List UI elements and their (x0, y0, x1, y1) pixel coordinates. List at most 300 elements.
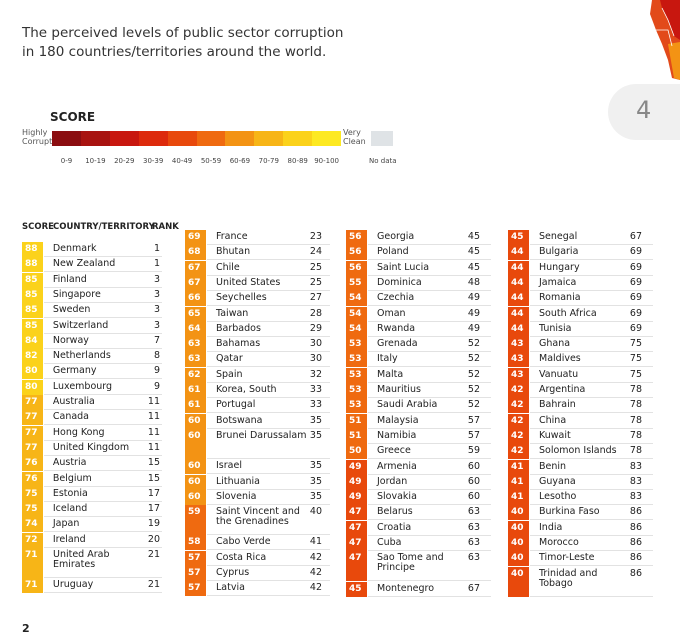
country-name: Switzerland (52, 319, 109, 331)
table-row (346, 398, 491, 413)
country-name: Estonia (52, 487, 88, 499)
country-name: South Africa (539, 307, 597, 319)
score-cell: 61 (185, 398, 206, 413)
rank-cell: 35 (309, 429, 322, 441)
rank-cell: 11 (147, 441, 160, 453)
score-cell: 66 (185, 291, 206, 306)
rank-cell: 69 (629, 246, 642, 258)
rank-cell: 67 (467, 582, 480, 594)
table-row (22, 517, 162, 532)
rank-cell: 75 (629, 368, 642, 380)
table-row (22, 288, 162, 303)
score-cell: 47 (346, 505, 367, 520)
rank-cell: 63 (467, 521, 480, 533)
table-row (346, 505, 491, 520)
row-divider (530, 596, 653, 597)
score-cell: 40 (508, 521, 529, 536)
country-name: Japan (52, 518, 80, 530)
rank-cell: 42 (309, 567, 322, 578)
country-name: Denmark (52, 243, 97, 254)
table-row (185, 230, 330, 245)
score-cell: 42 (508, 444, 529, 459)
country-name: Singapore (52, 288, 101, 300)
header-country: COUNTRY/TERRITORY (53, 222, 155, 232)
table-row (185, 261, 330, 276)
table-row (346, 490, 491, 505)
row-divider (44, 592, 162, 593)
country-name: Benin (539, 460, 567, 472)
rank-cell: 67 (629, 231, 642, 242)
legend-color-scale (52, 131, 341, 146)
rank-cell: 33 (309, 384, 322, 395)
country-name: Spain (216, 368, 243, 380)
score-cell: 71 (22, 578, 43, 593)
table-row (346, 414, 491, 429)
score-cell: 44 (508, 322, 529, 337)
table-row (346, 368, 491, 383)
rank-cell: 60 (467, 475, 480, 487)
legend-tick-labels (52, 157, 341, 165)
table-row (508, 383, 653, 398)
score-cell: 43 (508, 368, 529, 383)
score-cell: 60 (185, 429, 206, 459)
score-cell: 40 (508, 551, 529, 566)
rank-cell: 24 (309, 246, 322, 258)
country-name: India (539, 521, 563, 533)
rank-cell: 69 (629, 322, 642, 334)
table-row (508, 460, 653, 475)
score-cell: 54 (346, 307, 367, 322)
country-name: Cuba (377, 537, 402, 548)
table-row (508, 505, 653, 520)
score-cell: 53 (346, 383, 367, 398)
score-cell: 43 (508, 352, 529, 367)
rank-cell: 1 (153, 258, 160, 270)
country-name: Iceland (52, 503, 88, 515)
score-cell: 53 (346, 368, 367, 383)
table-row (22, 456, 162, 471)
table-row (508, 368, 653, 383)
table-row (185, 307, 330, 322)
rank-cell: 45 (467, 231, 480, 242)
legend-band (283, 131, 312, 146)
table-row (22, 319, 162, 334)
no-data-label: No data (369, 157, 397, 165)
table-row (508, 276, 653, 291)
rank-cell: 45 (467, 261, 480, 273)
rank-cell: 63 (467, 506, 480, 518)
rank-cell: 35 (309, 460, 322, 472)
header-score: SCORE (22, 222, 54, 232)
rank-cell: 69 (629, 261, 642, 273)
country-name: Georgia (377, 231, 415, 242)
country-name: Burkina Faso (539, 506, 600, 518)
rank-cell: 57 (467, 414, 480, 426)
table-row (185, 276, 330, 291)
country-name: Malaysia (377, 414, 419, 426)
rank-cell: 9 (153, 380, 160, 392)
rank-cell: 86 (629, 521, 642, 533)
score-cell: 42 (508, 429, 529, 444)
table-row (185, 551, 330, 566)
table-row (22, 533, 162, 548)
intro-text: The perceived levels of public sector corruption in 180 countries/territories around the world. (22, 25, 344, 60)
legend-band (312, 131, 341, 146)
country-name: Slovenia (216, 490, 257, 502)
score-cell: 53 (346, 337, 367, 352)
country-name: Seychelles (216, 292, 267, 304)
score-cell: 77 (22, 426, 43, 441)
country-name: Botswana (216, 414, 263, 426)
score-cell: 43 (508, 337, 529, 352)
rank-cell: 52 (467, 384, 480, 395)
legend-tick-label: 0-9 (60, 157, 73, 165)
score-cell: 62 (185, 368, 206, 383)
rank-cell: 21 (147, 549, 160, 560)
country-name: Namibia (377, 429, 417, 441)
page-number: 2 (22, 622, 30, 635)
rank-cell: 52 (467, 368, 480, 380)
table-row (508, 551, 653, 566)
table-row (346, 444, 491, 459)
score-cell: 53 (346, 398, 367, 413)
score-cell: 56 (346, 261, 367, 276)
country-name: Lithuania (216, 475, 261, 487)
score-cell: 42 (508, 398, 529, 413)
score-cell: 41 (508, 460, 529, 475)
table-row (346, 307, 491, 322)
legend-band (81, 131, 110, 146)
rank-cell: 60 (467, 460, 480, 472)
score-cell: 44 (508, 261, 529, 276)
table-row (508, 414, 653, 429)
table-row (185, 535, 330, 550)
score-cell: 42 (508, 414, 529, 429)
country-name: Dominica (377, 276, 422, 288)
rank-cell: 45 (467, 246, 480, 258)
country-name: Armenia (377, 460, 417, 472)
country-name: Saudi Arabia (377, 399, 438, 411)
country-name: Belgium (52, 472, 92, 484)
legend-band (52, 131, 81, 146)
score-cell: 82 (22, 349, 43, 364)
table-row (22, 349, 162, 364)
rank-cell: 11 (147, 426, 160, 438)
rank-cell: 52 (467, 338, 480, 350)
score-cell: 67 (185, 261, 206, 276)
table-row (508, 245, 653, 260)
table-row (22, 257, 162, 272)
rank-cell: 3 (153, 319, 160, 331)
rank-cell: 23 (309, 231, 322, 242)
rank-cell: 78 (629, 384, 642, 395)
country-name: Sweden (52, 304, 91, 316)
table-row (508, 567, 653, 597)
score-cell: 68 (185, 245, 206, 260)
score-cell: 40 (508, 536, 529, 551)
country-name: Czechia (377, 292, 415, 304)
country-name: Romania (539, 292, 581, 304)
country-name: United States (216, 276, 281, 288)
country-name: Chile (216, 261, 240, 273)
country-name: Korea, South (216, 384, 277, 395)
rank-cell: 28 (309, 307, 322, 319)
rank-cell: 78 (629, 414, 642, 426)
table-row (508, 521, 653, 536)
no-data-swatch (371, 131, 393, 146)
score-cell: 77 (22, 395, 43, 410)
rank-cell: 78 (629, 399, 642, 411)
score-cell: 56 (346, 230, 367, 245)
country-name: Timor-Leste (539, 552, 595, 564)
country-name: Ireland (52, 533, 86, 545)
country-name: Canada (52, 411, 90, 423)
country-name: Finland (52, 273, 87, 285)
table-row (22, 548, 162, 578)
rank-cell: 27 (309, 292, 322, 304)
rank-cell: 75 (629, 338, 642, 350)
rank-cell: 69 (629, 276, 642, 288)
table-row (22, 487, 162, 502)
table-row (185, 566, 330, 581)
map-fragment (622, 0, 680, 80)
score-cell: 57 (185, 566, 206, 581)
table-row (185, 398, 330, 413)
rank-cell: 63 (467, 552, 480, 564)
legend-band (168, 131, 197, 146)
legend-tick-label: 20-29 (114, 157, 135, 165)
rank-cell: 15 (147, 472, 160, 484)
country-name: Saint Vincent and the Grenadines (216, 506, 300, 528)
score-cell: 67 (185, 276, 206, 291)
country-name: Bahrain (539, 399, 576, 411)
country-name: Cyprus (216, 567, 250, 578)
rank-cell: 3 (153, 288, 160, 300)
table-row (185, 490, 330, 505)
country-name: Barbados (216, 322, 261, 334)
rank-cell: 9 (153, 365, 160, 377)
table-row (346, 337, 491, 352)
score-cell: 61 (185, 383, 206, 398)
rank-cell: 3 (153, 273, 160, 285)
score-cell: 55 (346, 276, 367, 291)
legend-tick-label: 90-100 (314, 157, 339, 165)
score-cell: 75 (22, 502, 43, 517)
table-row (185, 383, 330, 398)
legend-band (225, 131, 254, 146)
table-row (508, 475, 653, 490)
country-name: Morocco (539, 537, 579, 548)
score-cell: 76 (22, 472, 43, 487)
table-row (508, 398, 653, 413)
table-row (185, 368, 330, 383)
table-row (22, 472, 162, 487)
table-row (22, 441, 162, 456)
rank-cell: 11 (147, 411, 160, 423)
rank-cell: 20 (147, 533, 160, 545)
table-row (185, 322, 330, 337)
rank-cell: 52 (467, 353, 480, 365)
page-badge-number: 4 (636, 96, 652, 124)
table-row (22, 334, 162, 349)
country-name: Saint Lucia (377, 261, 430, 273)
score-cell: 71 (22, 548, 43, 578)
table-row (508, 307, 653, 322)
country-name: Uruguay (52, 579, 94, 591)
table-row (346, 245, 491, 260)
score-cell: 44 (508, 245, 529, 260)
score-cell: 60 (185, 475, 206, 490)
table-row (185, 352, 330, 367)
rank-cell: 42 (309, 582, 322, 594)
legend-band (254, 131, 283, 146)
table-row (346, 261, 491, 276)
table-row (185, 505, 330, 535)
rank-cell: 49 (467, 292, 480, 304)
country-name: Mauritius (377, 384, 421, 395)
score-cell: 58 (185, 535, 206, 550)
score-cell: 72 (22, 533, 43, 548)
score-cell: 54 (346, 322, 367, 337)
table-row (185, 459, 330, 474)
country-name: Hungary (539, 261, 580, 273)
country-name: Oman (377, 307, 406, 319)
table-row (22, 242, 162, 257)
score-cell: 85 (22, 288, 43, 303)
score-cell: 47 (346, 521, 367, 536)
score-cell: 77 (22, 410, 43, 425)
score-cell: 53 (346, 352, 367, 367)
country-name: Poland (377, 246, 409, 258)
country-name: Jamaica (539, 276, 577, 288)
score-cell: 64 (185, 322, 206, 337)
legend-tick-label: 70-79 (258, 157, 279, 165)
rank-cell: 41 (309, 536, 322, 548)
rank-cell: 1 (153, 243, 160, 254)
score-cell: 41 (508, 490, 529, 505)
country-name: Trinidad and Tobago (539, 567, 598, 589)
table-row (508, 291, 653, 306)
rank-cell: 69 (629, 307, 642, 319)
table-row (346, 322, 491, 337)
table-row (346, 582, 491, 597)
rank-cell: 78 (629, 445, 642, 457)
country-name: Lesotho (539, 491, 577, 503)
score-cell: 45 (346, 582, 367, 597)
country-name: Israel (216, 460, 242, 472)
score-cell: 47 (346, 536, 367, 551)
country-name: Cabo Verde (216, 536, 271, 548)
table-row (185, 414, 330, 429)
score-cell: 77 (22, 441, 43, 456)
rank-cell: 17 (147, 503, 160, 515)
country-name: Senegal (539, 231, 578, 242)
country-name: Solomon Islands (539, 445, 617, 457)
rank-cell: 21 (147, 579, 160, 591)
country-name: Bahamas (216, 338, 261, 350)
table-row (22, 410, 162, 425)
table-row (346, 460, 491, 475)
rank-cell: 83 (629, 460, 642, 472)
country-name: Maldives (539, 353, 581, 365)
score-cell: 60 (185, 490, 206, 505)
legend-title: SCORE (50, 110, 96, 124)
score-cell: 40 (508, 505, 529, 520)
rank-cell: 25 (309, 276, 322, 288)
table-row (508, 337, 653, 352)
score-cell: 74 (22, 517, 43, 532)
score-cell: 65 (185, 307, 206, 322)
table-row (508, 429, 653, 444)
table-row (346, 475, 491, 490)
country-name: New Zealand (52, 258, 116, 270)
score-cell: 60 (185, 459, 206, 474)
table-row (185, 245, 330, 260)
table-row (22, 380, 162, 395)
score-cell: 41 (508, 475, 529, 490)
rank-cell: 35 (309, 490, 322, 502)
score-cell: 69 (185, 230, 206, 245)
table-row (508, 352, 653, 367)
score-cell: 54 (346, 291, 367, 306)
rank-cell: 11 (147, 396, 160, 407)
table-row (508, 230, 653, 245)
country-name: Hong Kong (52, 426, 105, 438)
score-cell: 88 (22, 257, 43, 272)
table-row (22, 364, 162, 379)
table-row (346, 521, 491, 536)
rank-cell: 86 (629, 537, 642, 548)
score-cell: 49 (346, 475, 367, 490)
score-cell: 80 (22, 380, 43, 395)
country-name: Grenada (377, 338, 418, 350)
score-cell: 84 (22, 334, 43, 349)
score-cell: 51 (346, 429, 367, 444)
rank-cell: 63 (467, 537, 480, 548)
country-name: Sao Tome and Principe (377, 552, 444, 574)
score-cell: 85 (22, 319, 43, 334)
rank-cell: 83 (629, 491, 642, 503)
rank-cell: 15 (147, 457, 160, 469)
table-row (346, 536, 491, 551)
table-row (346, 276, 491, 291)
country-name: Argentina (539, 384, 586, 395)
legend-left-label: Highly Corrupt (22, 128, 53, 146)
score-cell: 42 (508, 383, 529, 398)
country-name: Bhutan (216, 246, 251, 258)
legend-right-label: Very Clean (343, 128, 366, 146)
score-cell: 88 (22, 242, 43, 257)
rank-cell: 25 (309, 261, 322, 273)
country-name: Taiwan (216, 307, 249, 319)
table-row (508, 536, 653, 551)
rank-cell: 29 (309, 322, 322, 334)
table-row (346, 429, 491, 444)
rank-cell: 69 (629, 292, 642, 304)
rank-cell: 49 (467, 307, 480, 319)
rank-cell: 86 (629, 552, 642, 564)
score-cell: 50 (346, 444, 367, 459)
rank-cell: 75 (629, 353, 642, 365)
table-row (508, 490, 653, 505)
score-cell: 57 (185, 581, 206, 596)
country-name: Latvia (216, 582, 245, 594)
country-name: Brunei Darussalam (216, 429, 307, 441)
rank-cell: 59 (467, 445, 480, 457)
table-row (508, 322, 653, 337)
country-name: United Arab Emirates (53, 549, 110, 570)
table-row (185, 475, 330, 490)
